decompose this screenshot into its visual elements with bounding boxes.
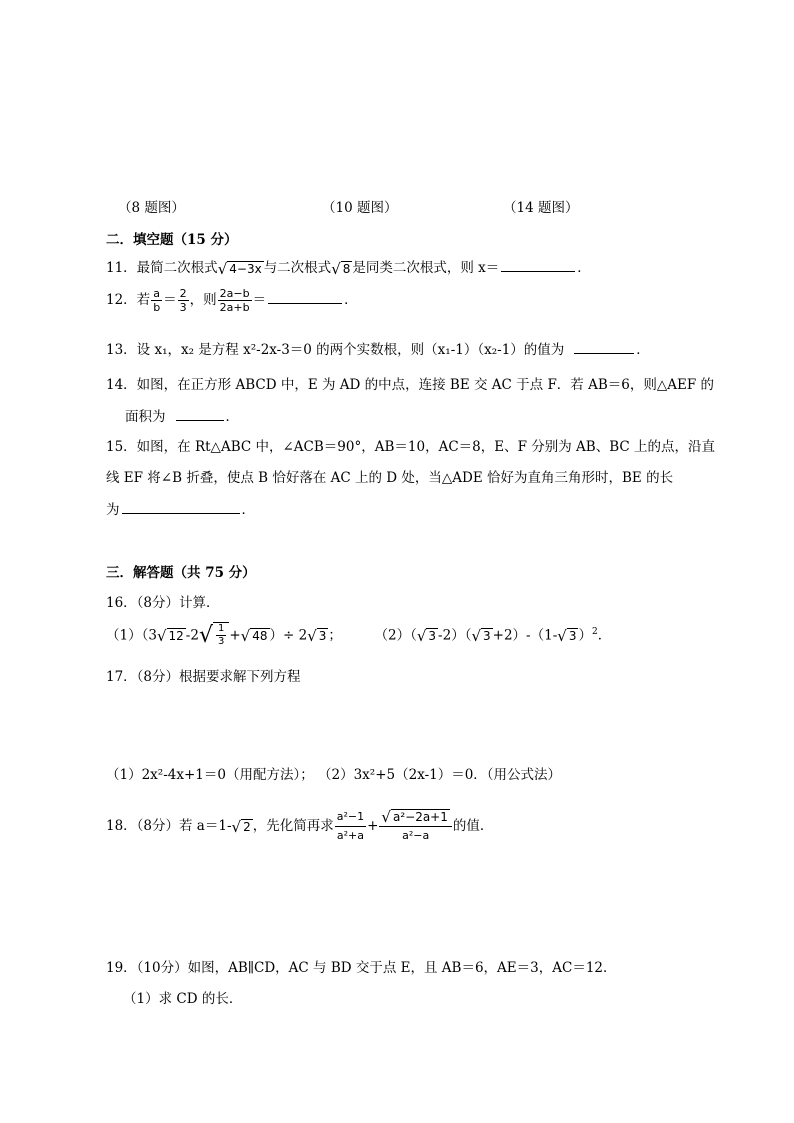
q18-suffix: 的值． [452,818,494,834]
radical-2: √ 2 [231,817,251,836]
q15-end: ． [241,502,255,518]
answer-blank-15[interactable] [122,499,240,514]
radical-8: √ 8 [331,259,351,278]
fraction-a-over-b: $\frac{a}{b}$ [153,287,161,314]
caption-fig14: （14 题图） [503,200,579,216]
question-17-part1: （1）2x²-4x+1＝0（用配方法）； [106,767,314,783]
answer-blank-13[interactable] [574,339,634,354]
question-12 [106,287,358,314]
caption-fig10: （10 题图） [322,200,398,216]
q16-semi: ； [328,627,342,644]
q16-p2a: （2）（ [374,627,417,644]
question-13 [106,338,650,358]
q15-label: 为 [106,502,120,518]
question-15-line3 [106,498,255,518]
section-title-solutions: 三．解答题（共 75 分） [106,565,256,581]
q16-p1a: （1）（3 [106,627,157,644]
q13-text: 13．设 x₁，x₂ 是方程 x²-2x-3＝0 的两个实数根，则（x₁-1）（x₂-1）的值为 [106,342,565,358]
q11-suffix: 是同类二次根式，则 x＝ [352,260,500,276]
q13-end: ． [636,342,650,358]
question-14-line2 [125,405,239,425]
q16-plus: + [229,627,241,644]
question-16-head: 16．（8分）计算． [106,595,220,611]
q16-p2d: ） [578,627,592,644]
radical-12: √ 12 [156,627,184,645]
radical-48: √ 48 [240,627,268,645]
q18-plus: + [367,818,379,834]
q16-end: ． [597,627,612,644]
question-17-head: 17．（8分）根据要求解下列方程 [106,669,301,685]
q16-square: 2 [591,627,598,637]
question-19-part1: （1）求 CD 的长． [123,991,243,1007]
q11-prefix: 11．最简二次根式 [106,260,218,276]
q12-then: ，则 [189,292,217,308]
section-title-fill-in: 二．填空题（15 分） [106,232,238,248]
q18-prefix: 18．（8分）若 a＝1- [106,818,232,834]
question-17-part2: （2）3x²+5（2x-1）＝0．（用公式法） [318,767,562,783]
question-15-line2: 线 EF 将∠B 折叠，使点 B 恰好落在 AC 上的 D 处，当△ADE 恰好为直角三角形时，BE 的长 [106,470,674,486]
q12-eq: ＝ [163,292,177,308]
radical-3d: √ 3 [557,627,577,645]
q11-end: ． [577,260,591,276]
fraction-2-over-3: $\frac{2}{3}$ [179,287,187,314]
q14-label: 面积为 [125,409,166,425]
radical-3a: √ 3 [307,627,327,645]
radical-4-3x: √ 4−3x [217,259,262,278]
radical-one-third: √ $\frac{1}{3}$ [199,622,229,650]
q18-mid: ，先化简再求 [252,818,334,834]
question-18 [106,808,493,845]
q16-p2c: +2）-（1- [492,627,558,644]
q11-mid: 与二次根式 [263,260,332,276]
fraction-a2-1-over-a2-a: $\frac{\text{a²−1}}{\text{a²+a}}$ [336,810,365,842]
answer-blank-12[interactable] [268,289,342,304]
caption-fig8: （8 题图） [118,200,185,216]
answer-blank-11[interactable] [501,257,575,272]
fraction-sqrt-over-a2-a: √ a²−2a+1 a²−a [379,808,451,845]
question-16-parts [106,622,611,650]
question-11 [106,256,591,277]
fraction-2a-b-over-2a-b: $\frac{2a-b}{2a+b}$ [219,287,250,314]
q16-p1b: ）÷ 2 [269,627,308,644]
q16-p2b: -2）（ [438,627,472,644]
q14-end: ． [225,409,239,425]
q16-minus2: -2 [185,627,199,644]
radical-3c: √ 3 [471,627,491,645]
q12-prefix: 12．若 [106,292,151,308]
radical-3b: √ 3 [416,627,437,645]
question-15-line1: 15．如图，在 Rt△ABC 中，∠ACB＝90°，AB＝10，AC＝8，E、F 分别为 AB、BC 上的点，沿直 [106,439,716,455]
question-14-line1: 14．如图，在正方形 ABCD 中，E 为 AD 的中点，连接 BE 交 AC 于点 F．若 AB＝6，则△AEF 的 [106,377,715,393]
answer-blank-14[interactable] [176,406,224,421]
q12-end: ． [344,292,358,308]
q12-eq2: ＝ [252,292,267,308]
question-19-head: 19．（10分）如图，AB∥CD，AC 与 BD 交于点 E，且 AB＝6，AE＝3，AC＝12． [106,960,617,976]
